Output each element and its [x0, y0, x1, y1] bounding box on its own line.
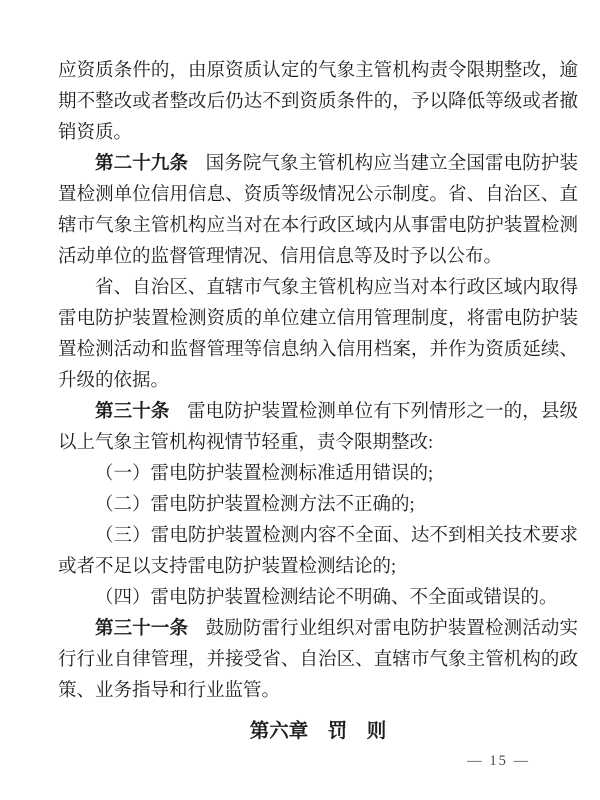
article-29-text: 国务院气象主管机构应当建立全国雷电防护装置检测单位信用信息、资质等级情况公示制度。省、自治区、直辖市气象主管机构应当对在本行政区域内从事雷电防护装置检测活动单位的监督管理情况、信用信息等及时予以公布。: [58, 154, 578, 267]
list-item-2: （二）雷电防护装置检测方法不正确的;: [95, 495, 415, 515]
article-30-paragraph: [58, 397, 578, 459]
credit-management-paragraph: 省、自治区、直辖市气象主管机构应当对本行政区域内取得雷电防护装置检测资质的单位建立信用管理制度，将雷电防护装置检测活动和监督管理等信息纳入信用档案，并作为资质延续、升级的依据。: [58, 278, 578, 391]
list-item-3: （三）雷电防护装置检测内容不全面、达不到相关技术要求或者不足以支持雷电防护装置检测结论的;: [58, 526, 578, 577]
list-item-4: （四）雷电防护装置检测结论不明确、不全面或错误的。: [95, 588, 558, 608]
paragraph-continuation: 应资质条件的，由原资质认定的气象主管机构责令限期整改，逾期不整改或者整改后仍达不到资质条件的，予以降低等级或者撤销资质。: [58, 61, 578, 143]
chapter-heading: 第六章 罚 则: [249, 721, 387, 742]
article-31-text: 鼓励防雷行业组织对雷电防护装置检测活动实行行业自律管理，并接受省、自治区、直辖市气象主管机构的政策、业务指导和行业监管。: [58, 619, 578, 701]
article-30-number: 第三十条: [95, 402, 170, 422]
page-number: — 15 —: [467, 753, 530, 769]
article-29-number: 第二十九条: [95, 154, 189, 174]
list-item-1: （一）雷电防护装置检测标准适用错误的;: [95, 464, 434, 484]
document-body: [58, 56, 578, 747]
article-31-number: 第三十一条: [95, 619, 189, 639]
article-29-paragraph: [58, 149, 578, 273]
article-31-paragraph: [58, 614, 578, 707]
article-30-text: 雷电防护装置检测单位有下列情形之一的，县级以上气象主管机构视情节轻重，责令限期整改:: [58, 402, 578, 453]
